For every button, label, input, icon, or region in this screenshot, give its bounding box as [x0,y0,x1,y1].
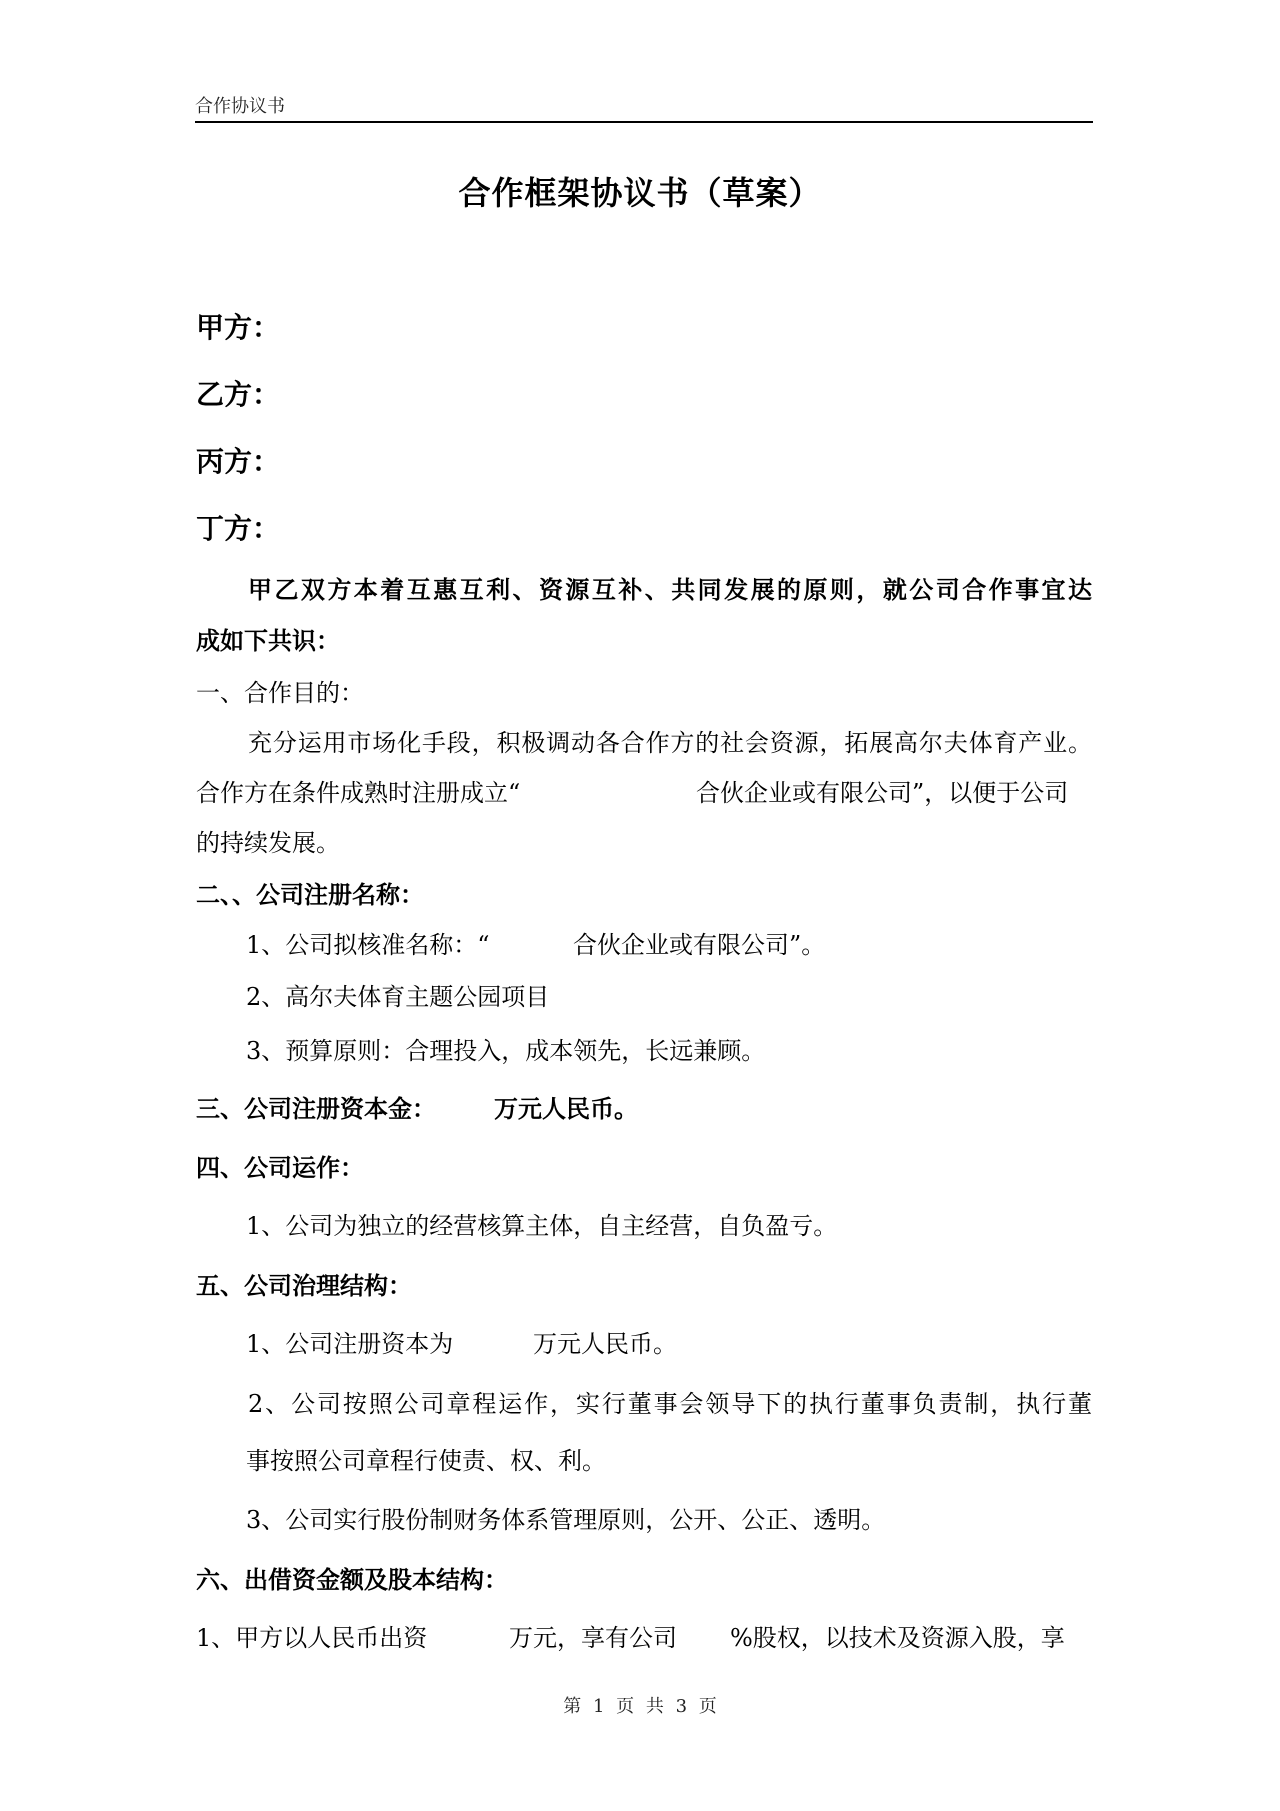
section-6-item-1a: 1、甲方以人民币出资 [196,1624,428,1652]
section-2-item-3: 3、预算原则：合理投入，成本领先，长远兼顾。 [246,1037,766,1065]
section-4-heading: 四、公司运作： [196,1153,364,1182]
section-5-item-1a: 1、公司注册资本为 [246,1330,454,1358]
section-2-heading: 二、、公司注册名称： [196,880,424,909]
preamble-line-1: 甲乙双方本着互惠互利、资源互补、共同发展的原则，就公司合作事宜达 [248,575,1092,604]
section-2-item-1a: 1、公司拟核准名称：“ [246,931,490,959]
section-2-item-2: 2、高尔夫体育主题公园项目 [246,983,550,1011]
section-3-value: 万元人民币。 [494,1094,638,1123]
party-d-label: 丁方： [196,512,281,545]
header-rule [195,121,1093,123]
running-header: 合作协议书 [195,96,285,117]
section-3-heading: 三、公司注册资本金： [196,1094,436,1123]
section-5-item-2-line-1: 2、公司按照公司章程运作，实行董事会领导下的执行董事负责制，执行董 [248,1390,1092,1418]
party-b-label: 乙方： [196,378,281,411]
section-1-heading: 一、合作目的： [196,679,364,707]
section-5-item-1b: 万元人民币。 [533,1330,677,1358]
section-1-paragraph-line-2a: 合作方在条件成熟时注册成立“ [196,779,521,807]
section-1-paragraph-line-3: 的持续发展。 [196,829,340,857]
document-title: 合作框架协议书（草案） [458,174,822,212]
preamble-line-2: 成如下共识： [196,626,340,655]
section-2-item-1b: 合伙企业或有限公司”。 [573,931,826,959]
section-6-heading: 六、出借资金额及股本结构： [196,1565,508,1594]
section-4-item-1: 1、公司为独立的经营核算主体，自主经营，自负盈亏。 [246,1212,838,1240]
party-c-label: 丙方： [196,445,281,478]
section-5-item-3: 3、公司实行股份制财务体系管理原则，公开、公正、透明。 [246,1506,886,1534]
section-6-item-1c: %股权，以技术及资源入股，享 [730,1624,1065,1652]
section-1-paragraph-line-1: 充分运用市场化手段，积极调动各合作方的社会资源，拓展高尔夫体育产业。 [248,729,1092,757]
section-1-paragraph-line-2b: 合伙企业或有限公司”，以便于公司 [696,779,1069,807]
party-a-label: 甲方： [196,311,281,344]
section-6-item-1b: 万元，享有公司 [509,1624,677,1652]
section-5-heading: 五、公司治理结构： [196,1271,412,1300]
page-footer: 第 1 页 共 3 页 [563,1696,717,1717]
section-5-item-2-line-2: 事按照公司章程行使责、权、利。 [246,1447,606,1475]
